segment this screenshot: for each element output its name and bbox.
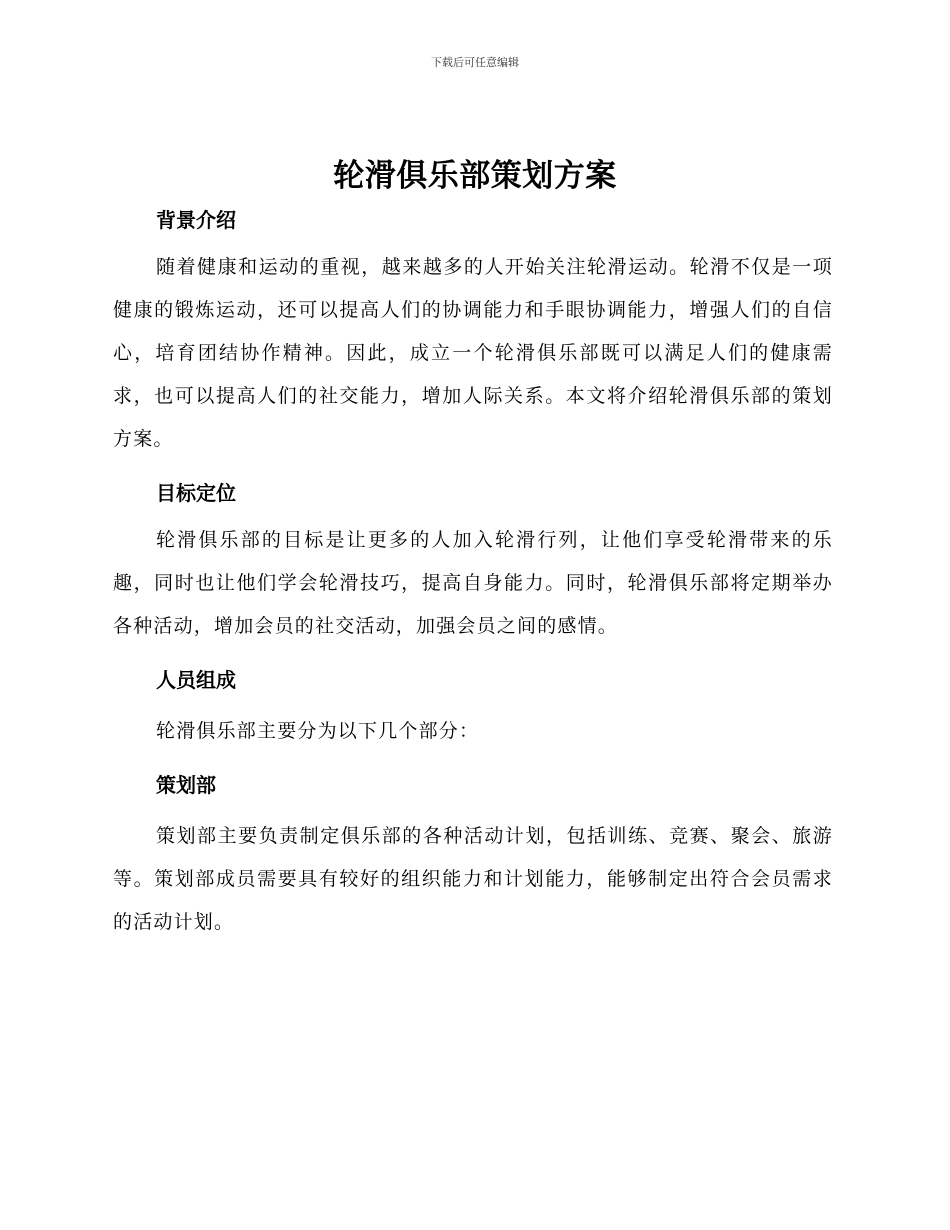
section-staff: [113, 662, 833, 753]
section-heading: 背景介绍: [156, 208, 236, 232]
document-body: [113, 202, 833, 950]
section-paragraph: 策划部主要负责制定俱乐部的各种活动计划，包括训练、竞赛、聚会、旅游等。策划部成员需要具有较好的组织能力和计划能力，能够制定出符合会员需求的活动计划。: [113, 825, 833, 933]
section-heading: 人员组成: [156, 668, 236, 692]
section-planning-dept: [113, 767, 833, 944]
section-paragraph: 随着健康和运动的重视，越来越多的人开始关注轮滑运动。轮滑不仅是一项健康的锻炼运动，还可以提高人们的协调能力和手眼协调能力，增强人们的自信心，培育团结协作精神。因此，成立一个轮滑俱乐部既可以满足人们的健康需求，也可以提高人们的社交能力，增加人际关系。本文将介绍轮滑俱乐部的策划方案。: [113, 256, 833, 450]
section-paragraph: 轮滑俱乐部主要分为以下几个部分：: [156, 720, 480, 742]
document-title: 轮滑俱乐部策划方案: [333, 158, 617, 194]
header-note: 下载后可任意编辑: [431, 56, 519, 69]
section-paragraph: 轮滑俱乐部的目标是让更多的人加入轮滑行列，让他们享受轮滑带来的乐趣，同时也让他们学会轮滑技巧，提高自身能力。同时，轮滑俱乐部将定期举办各种活动，增加会员的社交活动，加强会员之间的感情。: [113, 529, 833, 637]
section-goal: [113, 475, 833, 648]
section-heading: 目标定位: [156, 481, 236, 505]
section-heading: 策划部: [156, 773, 216, 797]
section-background: [113, 202, 833, 461]
